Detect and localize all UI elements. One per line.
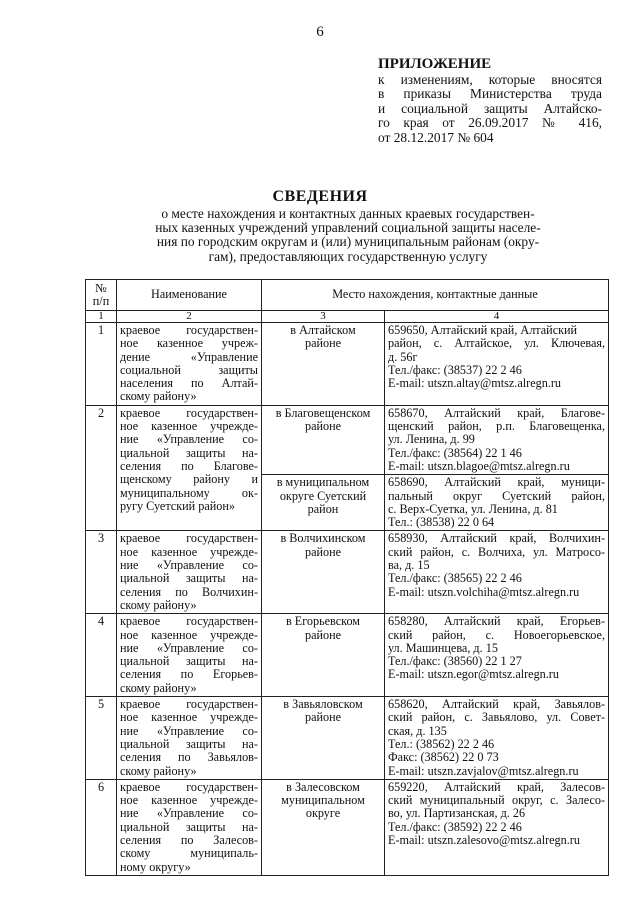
institution-name-line: ное казенное учрежде- [120, 627, 258, 642]
location-area-line: округе Суетский [279, 488, 367, 503]
location-area-line: район [307, 501, 339, 516]
location-area-line: в Алтайском [290, 323, 356, 337]
contact-details [385, 323, 609, 406]
email-address: E-mail: utszn.zalesovo@mtsz.alregn.ru [388, 832, 580, 847]
row-number: 1 [86, 323, 117, 406]
contact-line: ул. Ленина, д. 99 [388, 432, 475, 447]
institution-name-line: селения по Благове- [120, 458, 258, 473]
institution-name-line: скому району» [120, 680, 197, 695]
institution-name-line: ному округу» [120, 859, 191, 874]
contact-line: 658930, Алтайский край, Волчихин- [388, 531, 606, 546]
institution-name [117, 323, 262, 406]
institution-name-line: селения по Завьялов- [120, 750, 258, 765]
institution-name [117, 697, 262, 780]
contact-line: Факс: (38562) 22 0 73 [388, 750, 499, 765]
document-heading: СВЕДЕНИЯ [272, 188, 368, 205]
location-area-line: в Завьяловском [283, 697, 363, 712]
table-row [86, 614, 609, 697]
location-area [262, 405, 385, 474]
table-row [86, 405, 609, 474]
institution-name-line: краевое государствен- [120, 531, 258, 546]
location-area-line: в Волчихинском [280, 531, 366, 546]
contact-line: 658690, Алтайский край, муници- [388, 475, 606, 490]
page-number: 6 [316, 24, 324, 40]
contact-line: Тел./факс: (38592) 22 2 46 [388, 819, 522, 834]
institution-name-line: селения по Волчихин- [120, 584, 258, 599]
header-num: № п/п [86, 280, 117, 311]
appendix-title: ПРИЛОЖЕНИЕ [378, 56, 492, 72]
table-row [86, 697, 609, 780]
email-address: E-mail: utszn.zavjalov@mtsz.alregn.ru [388, 763, 579, 778]
institution-name-line: ругу Суетский район» [120, 498, 235, 513]
appendix-line: от 28.12.2017 № 604 [378, 129, 494, 145]
institution-name-line: циальной защиты на- [120, 736, 258, 751]
location-area-line: районе [304, 710, 342, 725]
location-area-line: районе [304, 419, 342, 434]
subheading-line: ных казенных учреждений управлений социальной защиты населе- [155, 220, 541, 236]
row-number: 5 [86, 697, 117, 780]
contact-details [385, 475, 609, 531]
institution-name-line: ние «Управление со- [120, 432, 258, 447]
contact-details [385, 614, 609, 697]
location-area [262, 779, 385, 875]
contact-details [385, 697, 609, 780]
location-area-line: районе [304, 336, 342, 351]
contact-details [385, 405, 609, 474]
institution-name [117, 779, 262, 875]
contact-details [385, 531, 609, 614]
contact-line: ский район, с. Новоегорьевское, [388, 627, 606, 642]
appendix-block [378, 56, 602, 145]
contact-line: Тел./факс: (38564) 22 1 46 [388, 445, 522, 460]
header-location: Место нахождения, контактные данные [262, 280, 609, 311]
institution-name-line: ние «Управление со- [120, 723, 258, 738]
institution-name-line: ное казенное учрежде- [120, 419, 258, 434]
contact-line: 659650, Алтайский край, Алтайский [388, 323, 578, 337]
contact-details [385, 779, 609, 875]
table-row [86, 323, 609, 406]
institution-name-line: циальной защиты на- [120, 654, 258, 669]
institution-name-line: ние «Управление со- [120, 640, 258, 655]
contact-line: ул. Машинцева, д. 15 [388, 640, 498, 655]
institution-name-line: циальной защиты на- [120, 445, 258, 460]
document-subheading [126, 207, 570, 264]
institution-name-line: ное казенное учрежде- [120, 793, 258, 808]
institution-name-line: скому муниципаль- [120, 846, 258, 861]
institution-name-line: дение «Управление [120, 349, 258, 364]
institution-name-line: ние «Управление со- [120, 558, 258, 573]
column-number: 3 [262, 311, 385, 323]
institution-name-line: щенскому району и [120, 472, 258, 487]
column-number: 2 [117, 311, 262, 323]
location-area-line: в Благовещенском [275, 405, 371, 420]
institution-name [117, 614, 262, 697]
contact-line: 658670, Алтайский край, Благове- [388, 405, 606, 420]
email-address: E-mail: utszn.volchiha@mtsz.alregn.ru [388, 584, 580, 599]
row-number: 3 [86, 531, 117, 614]
email-address: E-mail: utszn.egor@mtsz.alregn.ru [388, 667, 559, 682]
institution-name-line: циальной защиты на- [120, 571, 258, 586]
header-name: Наименование [117, 280, 262, 311]
contact-line: ская, д. 135 [388, 723, 447, 738]
email-address: E-mail: utszn.altay@mtsz.alregn.ru [388, 376, 561, 391]
institution-name [117, 405, 262, 531]
institution-name-line: ние «Управление со- [120, 806, 258, 821]
table-body [86, 323, 609, 876]
contact-line: 658620, Алтайский край, Завьялов- [388, 697, 606, 712]
location-area-line: округе [305, 806, 341, 821]
contact-line: Тел.: (38538) 22 0 64 [388, 515, 495, 530]
appendix-line: в приказы Министерства труда [378, 86, 602, 102]
location-area-line: районе [304, 627, 342, 642]
table-row [86, 531, 609, 614]
institution-name-line: ное казенное учреж- [120, 336, 258, 351]
contact-line: 659220, Алтайский край, Залесов- [388, 779, 606, 794]
subheading-line: о месте нахождения и контактных данных краевых государствен- [161, 206, 535, 221]
institution-name-line: скому району» [120, 389, 197, 404]
institution-name-line: селения по Залесов- [120, 832, 258, 847]
location-area-line: районе [304, 544, 342, 559]
contact-line: ский район, с. Волчиха, ул. Матросо- [388, 544, 606, 559]
column-numbers-row [86, 311, 609, 323]
row-number: 4 [86, 614, 117, 697]
email-address: E-mail: utszn.blagoe@mtsz.alregn.ru [388, 458, 570, 473]
institution-name-line: краевое государствен- [120, 779, 258, 794]
location-area [262, 475, 385, 531]
institution-name-line: циальной защиты на- [120, 819, 258, 834]
institution-name-line: муниципальному ок- [120, 485, 258, 500]
institution-name-line: ное казенное учрежде- [120, 710, 258, 725]
institution-name-line: краевое государствен- [120, 697, 258, 712]
institution-name-line: селения по Егорьев- [120, 667, 258, 682]
location-area [262, 697, 385, 780]
subheading-line: ния по городским округам и (или) муниципальным районам (окру- [156, 234, 540, 250]
institution-name-line: ное казенное учрежде- [120, 544, 258, 559]
contact-line: ва, д. 15 [388, 558, 430, 573]
contact-line: Тел./факс: (38537) 22 2 46 [388, 362, 522, 377]
contact-line: щенский район, р.п. Благовещенка, [388, 419, 606, 434]
contact-line: 658280, Алтайский край, Егорьев- [388, 614, 606, 629]
table-row [86, 779, 609, 875]
location-area-line: в Егорьевском [285, 614, 361, 629]
contact-line: Тел./факс: (38565) 22 2 46 [388, 571, 522, 586]
institution-name-line: населения по Алтай- [120, 376, 258, 391]
institution-name-line: социальной защиты [120, 362, 258, 377]
institution-name-line: скому району» [120, 763, 197, 778]
institution-name-line: краевое государствен- [120, 405, 258, 420]
contact-line: ский муниципальный округ, с. Залесо- [388, 793, 606, 808]
contact-line: во, ул. Партизанская, д. 26 [388, 806, 526, 821]
appendix-line: и социальной защиты Алтайско- [378, 100, 602, 116]
subheading-line: гам), предоставляющих государственную услугу [208, 248, 488, 264]
location-area [262, 323, 385, 406]
column-number: 1 [86, 311, 117, 323]
appendix-line: го края от 26.09.2017 № 416, [378, 115, 602, 131]
contact-line: Тел.: (38562) 22 2 46 [388, 736, 495, 751]
row-number: 6 [86, 779, 117, 875]
contact-line: район, с. Алтайское, ул. Ключевая, [388, 336, 606, 351]
contact-line: пальный округ Суетский район, [388, 488, 606, 503]
row-number: 2 [86, 405, 117, 531]
institutions-table [85, 279, 609, 876]
column-number: 4 [385, 311, 609, 323]
location-area [262, 614, 385, 697]
table-header-row [86, 280, 609, 311]
institution-name [117, 531, 262, 614]
institution-name-line: скому району» [120, 597, 197, 612]
location-area-line: муниципальном [281, 793, 365, 808]
institution-name-line: краевое государствен- [120, 614, 258, 629]
contact-line: ский район, с. Завьялово, ул. Совет- [388, 710, 606, 725]
contact-line: д. 56г [388, 349, 418, 364]
institution-name-line: краевое государствен- [120, 323, 258, 337]
location-area-line: в муниципальном [276, 475, 370, 490]
contact-line: Тел./факс: (38560) 22 1 27 [388, 654, 522, 669]
location-area-line: в Залесовском [286, 779, 360, 794]
appendix-line: к изменениям, которые вносятся [378, 72, 602, 87]
location-area [262, 531, 385, 614]
contact-line: с. Верх-Суетка, ул. Ленина, д. 81 [388, 501, 558, 516]
